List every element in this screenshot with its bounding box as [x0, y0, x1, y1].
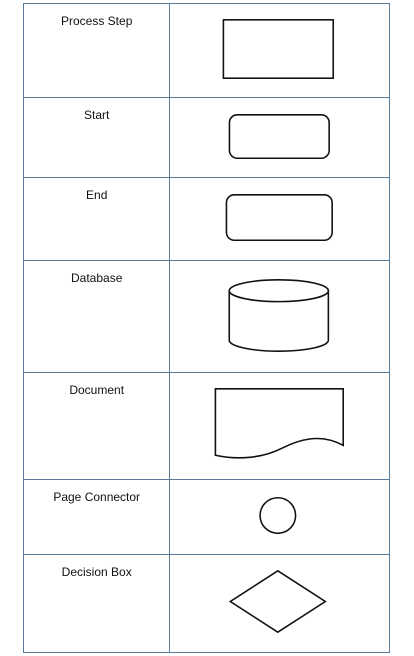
rounded-rectangle-icon: [170, 98, 389, 177]
shape-cell: [170, 373, 390, 480]
rounded-rectangle-icon: [170, 178, 389, 260]
rectangle-icon: [170, 4, 389, 97]
shape-cell: [170, 98, 390, 178]
table-row: [24, 4, 390, 98]
table-row: [24, 555, 390, 653]
label-cell: [24, 373, 170, 480]
symbol-label-decision-box: Decision Box: [61, 565, 132, 579]
label-cell: [24, 480, 170, 555]
symbol-label-database: Database: [71, 271, 123, 285]
symbol-label-page-connector: Page Connector: [53, 490, 141, 504]
circle-icon: [170, 480, 389, 554]
table-row: [24, 98, 390, 178]
table-row: [24, 480, 390, 555]
table-row: [24, 373, 390, 480]
diamond-icon: [170, 555, 389, 652]
label-cell: [24, 555, 170, 653]
symbol-label-start: Start: [84, 108, 110, 122]
symbol-label-process-step: Process Step: [61, 14, 133, 28]
cylinder-icon: [170, 261, 389, 372]
symbol-label-end: End: [86, 188, 108, 202]
shape-cell: [170, 480, 390, 555]
shape-cell: [170, 178, 390, 261]
label-cell: [24, 261, 170, 373]
label-cell: [24, 178, 170, 261]
table-row: [24, 178, 390, 261]
label-cell: [24, 4, 170, 98]
shape-cell: [170, 555, 390, 653]
shape-cell: [170, 261, 390, 373]
label-cell: [24, 98, 170, 178]
shape-cell: [170, 4, 390, 98]
document-wave-icon: [170, 373, 389, 479]
flowchart-symbol-table: [23, 3, 390, 653]
symbol-label-document: Document: [69, 383, 125, 397]
table-row: [24, 261, 390, 373]
